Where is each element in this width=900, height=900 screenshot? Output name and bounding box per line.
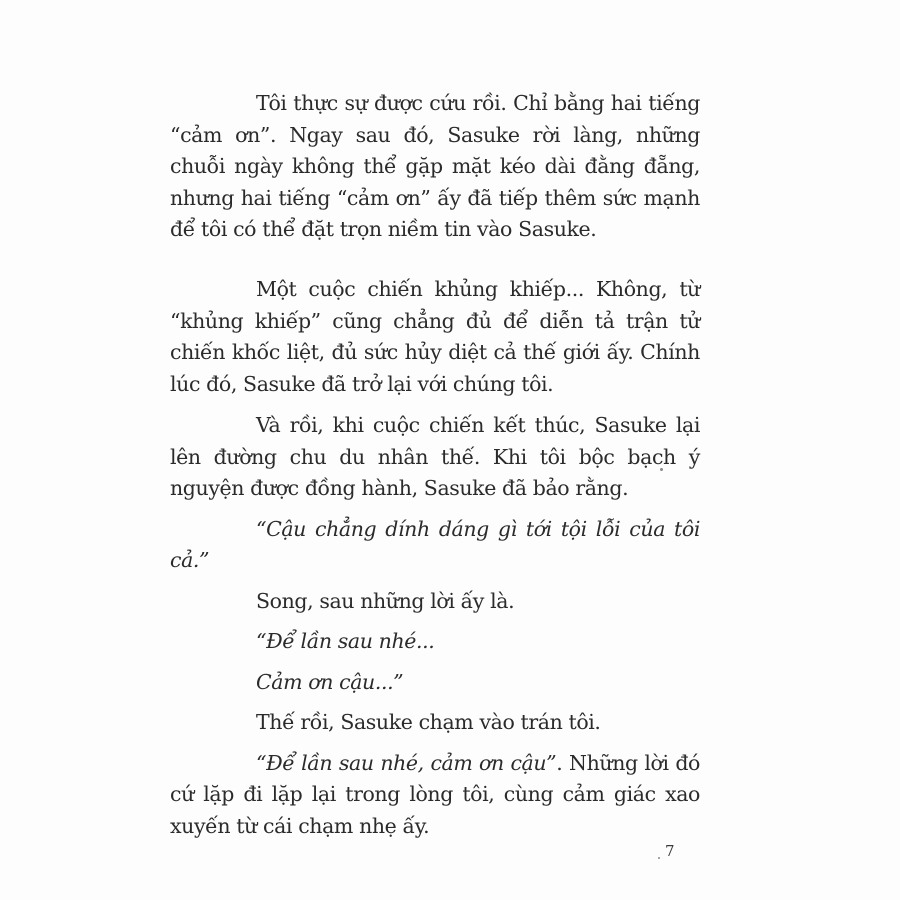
quote-2: “Để lần sau nhé... bbox=[256, 629, 435, 653]
paragraph-6-quote: “Để lần sau nhé, cảm ơn cậu” bbox=[256, 750, 557, 775]
quote-3: Cảm ơn cậu...” bbox=[256, 669, 404, 694]
paragraph-3: Và rồi, khi cuộc chiến kết thúc, Sasuke lại lên đường chu du nhân thế. Khi tôi bộc bạch ý nguyện được đồng hành, Sasuke đã bảo rằng. bbox=[170, 413, 700, 500]
text-block-main bbox=[170, 274, 700, 842]
paragraph-6 bbox=[170, 748, 700, 843]
text-block-top bbox=[170, 88, 700, 246]
print-speck bbox=[658, 857, 660, 859]
paragraph-4: Song, sau những lời ấy là. bbox=[256, 588, 515, 613]
paragraph-5: Thế rồi, Sasuke chạm vào trán tôi. bbox=[256, 710, 601, 734]
page-number: 7 bbox=[665, 842, 675, 860]
paragraph-2: Một cuộc chiến khủng khiếp... Không, từ “khủng khiếp” cũng chẳng đủ để diễn tả trận tử chiến khốc liệt, đủ sức hủy diệt cả thế giới ấy. Chính lúc đó, Sasuke đã trở lại với chúng tôi. bbox=[170, 277, 700, 396]
print-speck bbox=[660, 468, 663, 471]
quote-1: “Cậu chẳng dính dáng gì tới tội lỗi của tôi cả.” bbox=[170, 516, 700, 572]
paragraph-6-rest: . Những lời đó cứ lặp đi lặp lại trong lòng tôi, cùng cảm giác xao xuyến từ cái chạm nhẹ ấy. bbox=[170, 750, 700, 838]
paragraph-1: Tôi thực sự được cứu rồi. Chỉ bằng hai tiếng “cảm ơn”. Ngay sau đó, Sasuke rời làng, những chuỗi ngày không thể gặp mặt kéo dài đằng đẵng, nhưng hai tiếng “cảm ơn” ấy đã tiếp thêm sức mạnh để tôi có thể đặt trọn niềm tin vào Sasuke. bbox=[170, 91, 700, 241]
